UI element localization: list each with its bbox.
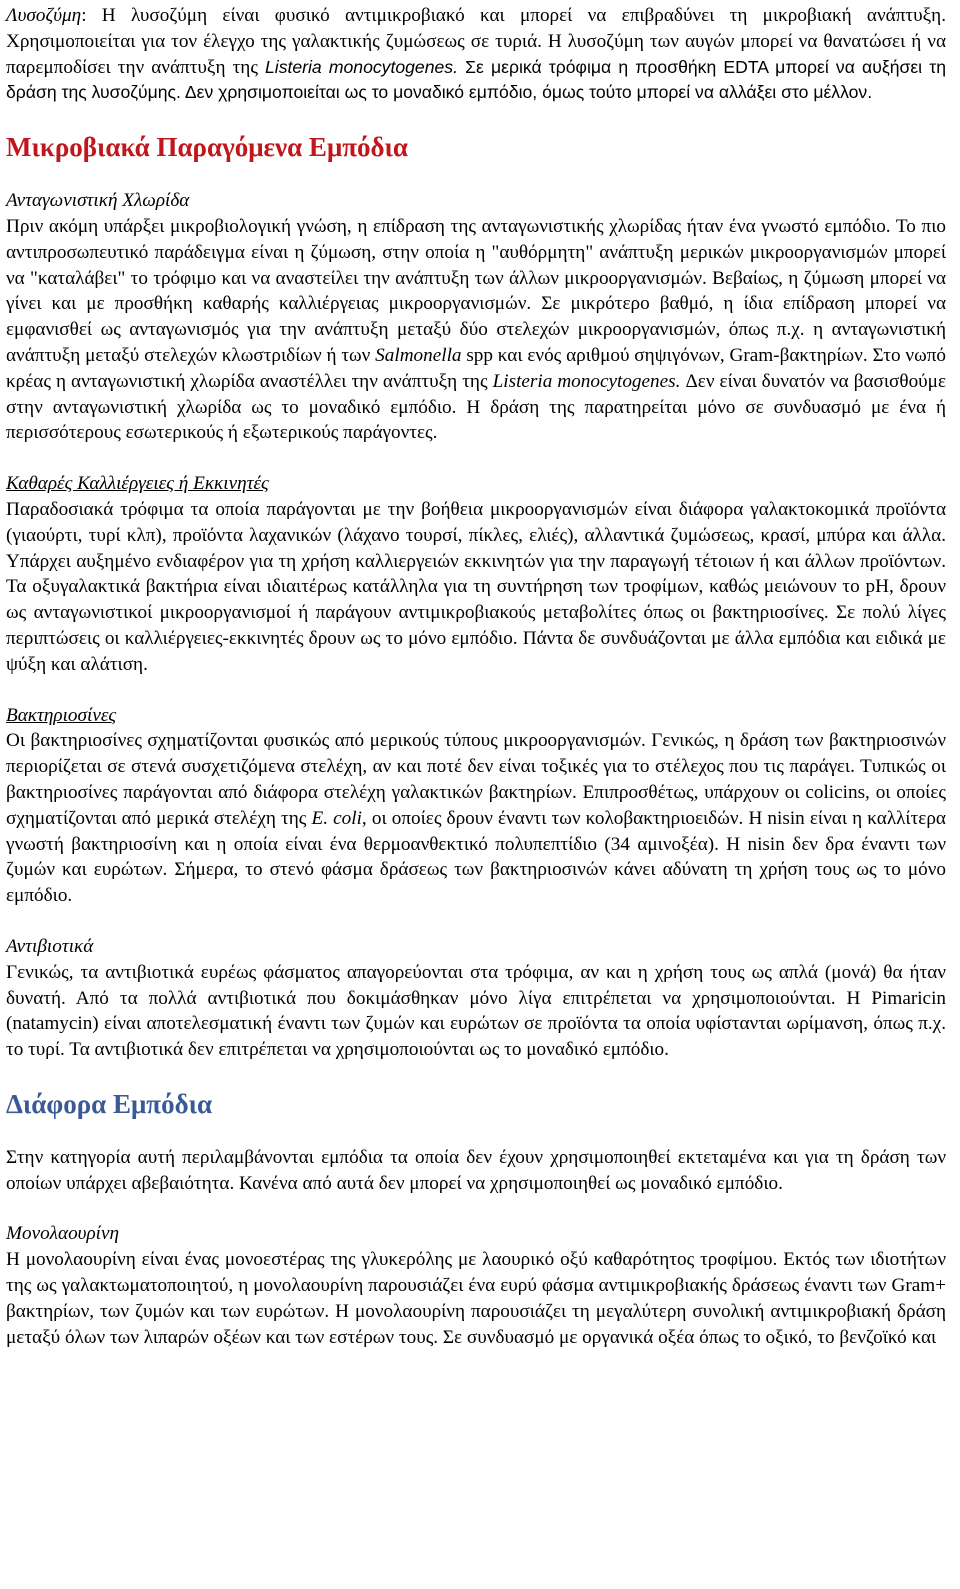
competitive-flora-paragraph [6, 214, 946, 446]
monolaurin-heading: Μονολαουρίνη [6, 1223, 120, 1245]
bacteriocins-text-1: Οι βακτηριοσίνες σχηματίζονται φυσικώς από μερικούς τύπους μικροοργανισμών. Γενικώς, η δράση των βακτηριοσινών περιορίζεται σε στενά συσχετιζόμενα στελέχη, αν και ποτέ δεν είναι τοξικές για το στέλεχος που τις παράγει. Τυπικώς οι βακτηριοσίνες παράγονται από διάφορα στελέχη γαλακτικών βακτηρίων. Επιπροσθέτως, υπάρχουν οι colicins, οι οποίες σχηματίζονται από μερικά στελέχη της [6, 730, 946, 829]
listeria-term: Listeria monocytogenes. [492, 370, 681, 392]
bacteriocins-heading: Βακτηριοσίνες [6, 704, 117, 726]
salmonella-term: Salmonella [375, 344, 462, 366]
competitive-flora-heading: Ανταγωνιστική Χλωρίδα [6, 190, 190, 212]
lysozyme-text-1: : Η λυσοζύμη είναι φυσικό αντιμικροβιακό και μπορεί να επιβραδύνει τη μικροβιακή ανάπτυξη. Χρησιμοποιείται για τον έλεγχο της γαλακτικής ζυμώσεως σε τυριά. Η λυσοζύμη των αυγών μπορεί να θανατώσει ή να παρεμποδίσει την ανάπτυξη της [6, 5, 946, 78]
microbial-section-title: Μικροβιακά Παραγόμενα Εμπόδια [6, 132, 408, 163]
misc-intro-paragraph: Στην κατηγορία αυτή περιλαμβάνονται εμπόδια τα οποία δεν έχουν χρησιμοποιηθεί εκτεταμένα και για τη δράση των οποίων υπάρχει αβεβαιότητα. Κανένα από αυτά δεν μπορεί να χρησιμοποιηθεί ως μοναδικό εμπόδιο. [6, 1146, 946, 1194]
bacteriocins-paragraph [6, 728, 946, 909]
lysozyme-term: Λυσοζύμη [6, 5, 82, 26]
competitive-text-1: Πριν ακόμη υπάρξει μικροβιολογική γνώση, η επίδραση της ανταγωνιστικής χλωρίδας ήταν ένα γνωστό εμπόδιο. Το πιο αντιπροσωπευτικό παράδειγμα είναι η ζύμωση, στην οποία η "αυθόρμητη" ανάπτυξη μερικών μικροοργανισμών μπορεί να "καταλάβει" το τρόφιμο και να αναστείλει την ανάπτυξη των άλλων μικροοργανισμών. Βεβαίως, η ζύμωση μπορεί να γίνει και με προσθήκη καθαρής καλλιέργειας μικροοργανισμών. Σε μικρότερο βαθμό, η ίδια επίδραση μπορεί να εμφανισθεί ως ανταγωνισμός για την ανάπτυξη μεταξύ δύο στελεχών μικροοργανισμών, όπως π.χ. η ανταγωνιστική ανάπτυξη μεταξύ στελεχών κλωστριδίων ή των [6, 215, 946, 366]
ecoli-term: E. coli [311, 807, 362, 829]
competitive-text-2: spp και ενός αριθμού σηψιγόνων, Gram-βακτηρίων. Στο νωπό κρέας η ανταγωνιστική χλωρίδα αναστέλλει την ανάπτυξη της [6, 344, 946, 392]
misc-section-title: Διάφορα Εμπόδια [6, 1088, 213, 1119]
lysozyme-text-3: Δεν χρησιμοποιείται ως το μοναδικό εμπόδιο, όμως τούτο μπορεί να αλλάξει στο μέλλον. [184, 82, 873, 103]
lysozyme-organism: Listeria monocytogenes. [265, 56, 458, 77]
lysozyme-text-2: Σε μερικά τρόφιμα η προσθήκη EDTA μπορεί να αυξήσει τη δράση της λυσοζύμης. [6, 56, 946, 103]
antibiotics-paragraph: Γενικώς, τα αντιβιοτικά ευρέως φάσματος απαγορεύονται στα τρόφιμα, αν και η χρήση τους ως απλά (μονά) θα ήταν δυνατή. Από τα πολλά αντιβιοτικά που δοκιμάσθηκαν μόνο λίγα επιτρέπεται να χρησιμοποιούνται. Η Pimaricin (natamycin) είναι αποτελεσματική έναντι των ζυμών και ευρώτων σε προϊόντα τα οποία υφίστανται ωρίμανση, όπως π.χ. το τυρί. Τα αντιβιοτικά δεν επιτρέπεται να χρησιμοποιούνται ως το μοναδικό εμπόδιο. [6, 961, 946, 1061]
lysozyme-paragraph [6, 3, 946, 106]
cultures-paragraph: Παραδοσιακά τρόφιμα τα οποία παράγονται με την βοήθεια μικροοργανισμών είναι διάφορα γαλακτοκομικά προϊόντα (γιαούρτι, τυρί κλπ), προϊόντα λαχανικών (λάχανο τουρσί, πίκλες, ελιές), αλλαντικά ζυμώσεως, κρασί, μπύρα και άλλα. Υπάρχει αυξημένο ενδιαφέρον για τη χρήση καλλιεργειών εκκινητών για την παραγωγή τέτοιων ή και άλλων προϊόντων. Τα οξυγαλακτικά βακτήρια είναι ιδιαιτέρως κατάλληλα για τη συντήρηση των τροφίμων, καθώς μειώνουν το pH, δρουν ως ανταγωνιστικοί μικροοργανισμοί ή παράγουν αντιμικροβιακούς μεταβολίτες όπως οι βακτηριοσίνες. Σε πολύ λίγες περιπτώσεις οι καλλιέργειες-εκκινητές δρουν ως το μόνο εμπόδιο. Πάντα δε συνδυάζονται με άλλα εμπόδια και ειδικά με ψύξη και αλάτιση. [6, 498, 946, 675]
cultures-heading: Καθαρές Καλλιέργειες ή Εκκινητές [6, 473, 269, 495]
monolaurin-paragraph: Η μονολαουρίνη είναι ένας μονοεστέρας της γλυκερόλης με λαουρικό οξύ καθαρότητος τροφίμου. Εκτός των ιδιοτήτων της ως γαλακτωματοποιητού, η μονολαουρίνη παρουσιάζει ένα ευρύ φάσμα αντιμικροβιακής δράσεως έναντι των Gram+ βακτηρίων, των ζυμών και των ευρώτων. Η μονολαουρίνη παρουσιάζει τη μεγαλύτερη συνολική αντιμικροβιακή δράση μεταξύ όλων των λιπαρών οξέων και των εστέρων τους. Σε συνδυασμό με οργανικά οξέα όπως το οξικό, το βενζοϊκό και [6, 1249, 946, 1348]
competitive-text-3: Δεν είναι δυνατόν να βασισθούμε στην ανταγωνιστική χλωρίδα ως το μοναδικό εμπόδιο. Η δράση της παρατηρείται μόνο σε συνδυασμό με ένα ή περισσότερους εσωτερικούς ή εξωτερικούς παράγοντες. [6, 370, 947, 444]
bacteriocins-text-2: , οι οποίες δρουν έναντι των κολοβακτηριοειδών. Η nisin είναι η καλλίτερα γνωστή βακτηριοσίνη και η οποία είναι ένα θερμοανθεκτικό πολυπεπτίδιο (34 αμινοξέα). Η nisin δεν δρα έναντι των ζυμών και ευρώτων. Σήμερα, το στενό φάσμα δράσεως των βακτηριοσινών κάνει αδύνατη τη χρήση τους ως το μόνο εμπόδιο. [6, 807, 946, 907]
antibiotics-heading: Αντιβιοτικά [6, 935, 94, 957]
